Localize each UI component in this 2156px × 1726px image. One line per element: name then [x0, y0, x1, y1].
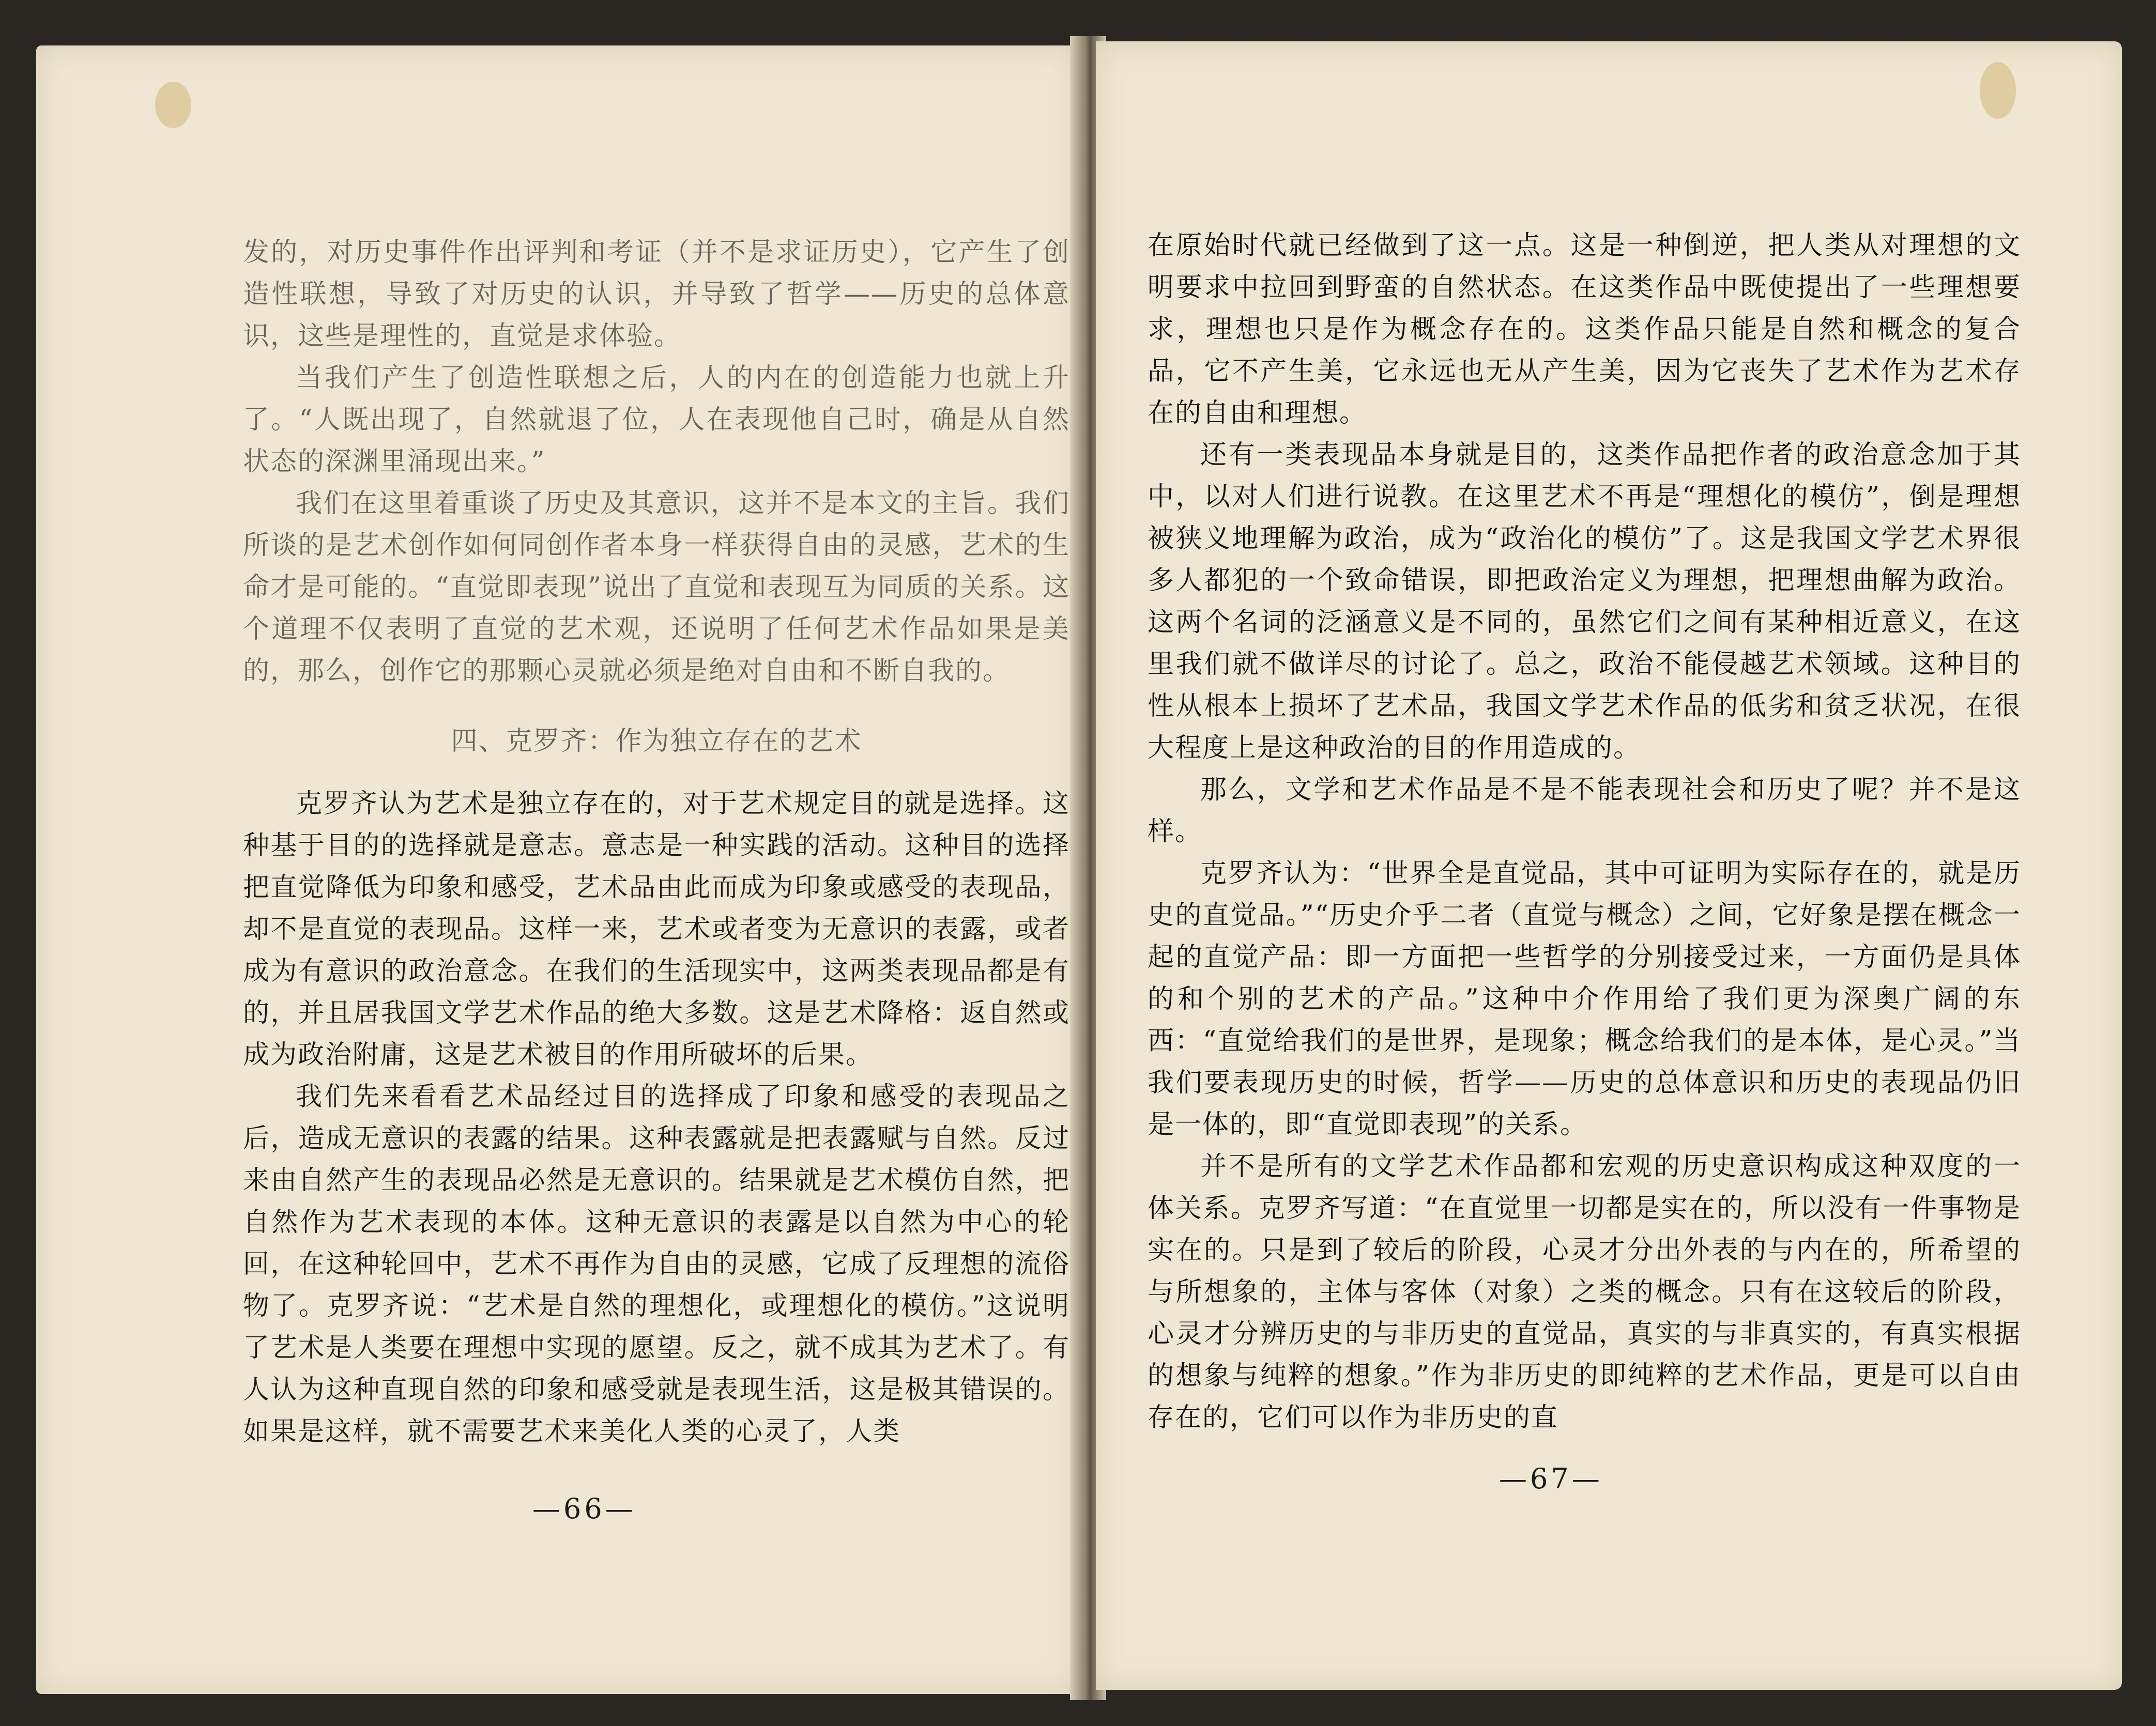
paragraph: 当我们产生了创造性联想之后，人的内在的创造能力也就上升了。“人既出现了，自然就退了位，人在表现他自己时，确是从自然状态的深渊里涌现出来。” — [243, 363, 1070, 477]
paragraph: 发的，对历史事件作出评判和考证（并不是求证历史），它产生了创造性联想，导致了对历史的认识，并导致了哲学——历史的总体意识，这些是理性的，直觉是求体验。 — [243, 237, 1070, 351]
left-page-text — [243, 232, 1070, 1453]
paragraph: 我们先来看看艺术品经过目的选择成了印象和感受的表现品之后，造成无意识的表露的结果。这种表露就是把表露赋与自然。反过来由自然产生的表现品必然是无意识的。结果就是艺术模仿自然，把自然作为艺术表现的本体。这种无意识的表露是以自然为中心的轮回，在这种轮回中，艺术不再作为自由的灵感，它成了反理想的流俗物了。克罗齐说：“艺术是自然的理想化，或理想化的模仿。”这说明了艺术是人类要在理想中实现的愿望。反之，就不成其为艺术了。有人认为这种直现自然的印象和感受就是表现生活，这是极其错误的。如果是这样，就不需要艺术来美化人类的心灵了，人类 — [243, 1082, 1070, 1447]
right-page-text — [1148, 225, 2021, 1439]
paragraph: 那么，文学和艺术作品是不是不能表现社会和历史了呢？并不是这样。 — [1148, 775, 2021, 847]
paragraph: 我们在这里着重谈了历史及其意识，这并不是本文的主旨。我们所谈的是艺术创作如何同创作者本身一样获得自由的灵感，艺术的生命才是可能的。“直觉即表现”说出了直觉和表现互为同质的关系。这个道理不仅表明了直觉的艺术观，还说明了任何艺术作品如果是美的，那么，创作它的那颗心灵就必须是绝对自由和不断自我的。 — [243, 488, 1070, 686]
paragraph: 克罗齐认为：“世界全是直觉品，其中可证明为实际存在的，就是历史的直觉品。”“历史介乎二者（直觉与概念）之间，它好象是摆在概念一起的直觉产品：即一方面把一些哲学的分别接受过来，一方面仍是具体的和个别的艺术的产品。”这种中介作用给了我们更为深奥广阔的东西：“直觉给我们的是世界，是现象；概念给我们的是本体，是心灵。”当我们要表现历史的时候，哲学——历史的总体意识和历史的表现品仍旧是一体的，即“直觉即表现”的关系。 — [1148, 858, 2021, 1140]
page-number: —66— — [532, 1492, 636, 1525]
paragraph: 在原始时代就已经做到了这一点。这是一种倒逆，把人类从对理想的文明要求中拉回到野蛮的自然状态。在这类作品中既使提出了一些理想要求，理想也只是作为概念存在的。这类作品只能是自然和概念的复合品，它不产生美，它永远也无从产生美，因为它丧失了艺术作为艺术存在的自由和理想。 — [1148, 230, 2021, 428]
page-number: —67— — [1499, 1462, 1603, 1495]
paper-stain — [155, 82, 191, 128]
left-page — [36, 45, 1078, 1694]
paragraph: 并不是所有的文学艺术作品都和宏观的历史意识构成这种双度的一体关系。克罗齐写道：“在直觉里一切都是实在的，所以没有一件事物是实在的。只是到了较后的阶段，心灵才分出外表的与内在的，所希望的与所想象的，主体与客体（对象）之类的概念。只有在这较后的阶段，心灵才分辨历史的与非历史的直觉品，真实的与非真实的，有真实根据的想象与纯粹的想象。”作为非历史的即纯粹的艺术作品，更是可以自由存在的，它们可以作为非历史的直 — [1148, 1151, 2021, 1433]
paper-stain — [1980, 62, 2016, 119]
paragraph: 还有一类表现品本身就是目的，这类作品把作者的政治意念加于其中，以对人们进行说教。在这里艺术不再是“理想化的模仿”，倒是理想被狭义地理解为政治，成为“政治化的模仿”了。这是我国文学艺术界很多人都犯的一个致命错误，即把政治定义为理想，把理想曲解为政治。这两个名词的泛涵意义是不同的，虽然它们之间有某种相近意义，在这里我们就不做详尽的讨论了。总之，政治不能侵越艺术领域。这种目的性从根本上损坏了艺术品，我国文学艺术作品的低劣和贫乏状况，在很大程度上是这种政治的目的作用造成的。 — [1148, 440, 2021, 763]
paragraph: 克罗齐认为艺术是独立存在的，对于艺术规定目的就是选择。这种基于目的的选择就是意志。意志是一种实践的活动。这种目的选择把直觉降低为印象和感受，艺术品由此而成为印象或感受的表现品，却不是直觉的表现品。这样一来，艺术或者变为无意识的表露，或者成为有意识的政治意念。在我们的生活现实中，这两类表现品都是有的，并且居我国文学艺术作品的绝大多数。这是艺术降格：返自然或成为政治附庸，这是艺术被目的作用所破坏的后果。 — [243, 789, 1070, 1070]
right-page — [1096, 41, 2122, 1690]
section-heading: 四、克罗齐：作为独立存在的艺术 — [451, 726, 862, 757]
